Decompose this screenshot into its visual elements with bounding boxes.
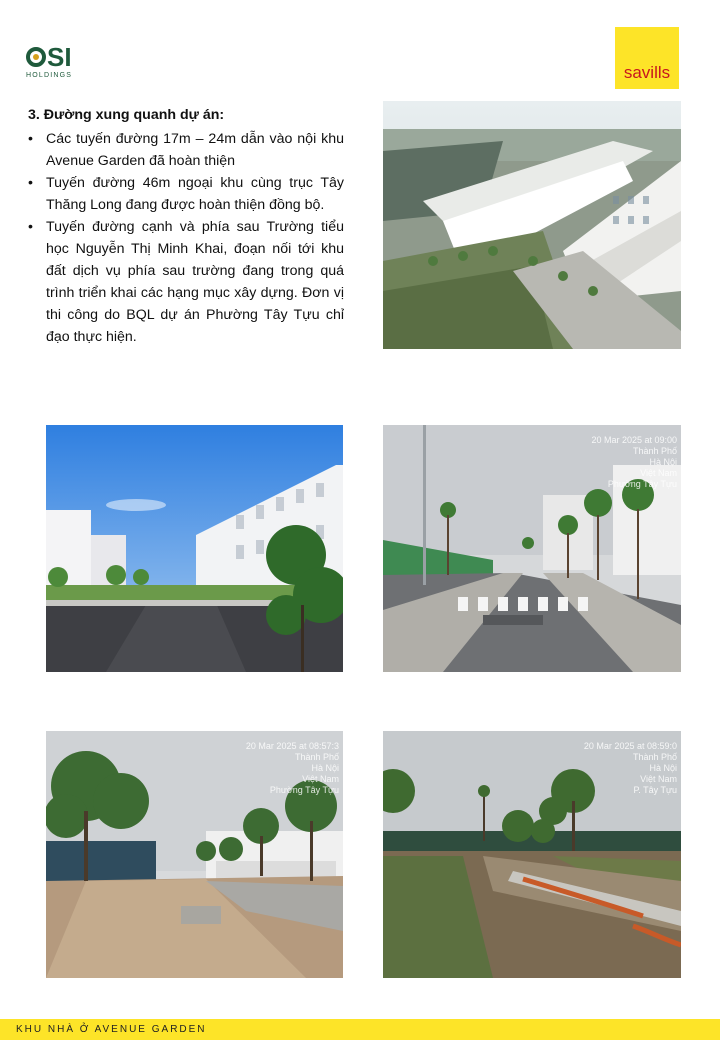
list-item <box>28 216 344 348</box>
savills-logo-text: savills <box>623 63 671 82</box>
bullet-list <box>28 128 344 348</box>
bullet-icon: • <box>28 131 33 147</box>
section-heading: 3. Đường xung quanh dự án: <box>28 107 225 123</box>
list-item <box>28 172 344 216</box>
photo-drainage-pipes-field <box>383 731 681 978</box>
photo-road-crosswalk <box>383 425 681 672</box>
savills-logo <box>615 27 679 89</box>
photo-dirt-road-construction <box>46 731 343 978</box>
list-item <box>28 128 344 172</box>
osi-holdings-logo <box>26 44 86 82</box>
photo-timestamp: 20 Mar 2025 at 09:00 Thành Phố Hà Nội Việt Nam Phường Tây Tựu <box>591 435 677 489</box>
photo-timestamp: 20 Mar 2025 at 08:57:3 Thành Phố Hà Nội Việt Nam Phường Tây Tựu <box>245 741 339 795</box>
footer-bar <box>0 1019 720 1040</box>
footer-text: KHU NHÀ Ở AVENUE GARDEN <box>16 1024 207 1035</box>
bullet-text: Tuyến đường cạnh và phía sau Trường tiểu học Nguyễn Thị Minh Khai, đoạn nối tới khu đất dịch vụ phía sau trường đang trong quá trình triển khai các hạng mục xây dựng. Đơn vị thi công do BQL dự án Phường Tây Tựu chỉ đạo thực hiện. <box>46 219 344 345</box>
osi-logo-subtitle: HOLDINGS <box>26 72 73 79</box>
osi-o-glyph-icon <box>26 47 46 67</box>
section-text <box>28 104 344 348</box>
bullet-text: Tuyến đường 46m ngoại khu cùng trục Tây Thăng Long đang được hoàn thiện đồng bộ. <box>46 175 344 213</box>
bullet-icon: • <box>28 175 33 191</box>
photo-street-white-building <box>46 425 343 672</box>
photo-aerial-townhouses <box>383 101 681 349</box>
osi-logo-mark: SI <box>47 42 72 72</box>
photo-timestamp: 20 Mar 2025 at 08:59:0 Thành Phố Hà Nội Việt Nam P. Tây Tựu <box>583 741 677 795</box>
bullet-icon: • <box>28 219 33 235</box>
bullet-text: Các tuyến đường 17m – 24m dẫn vào nội khu Avenue Garden đã hoàn thiện <box>46 131 344 169</box>
